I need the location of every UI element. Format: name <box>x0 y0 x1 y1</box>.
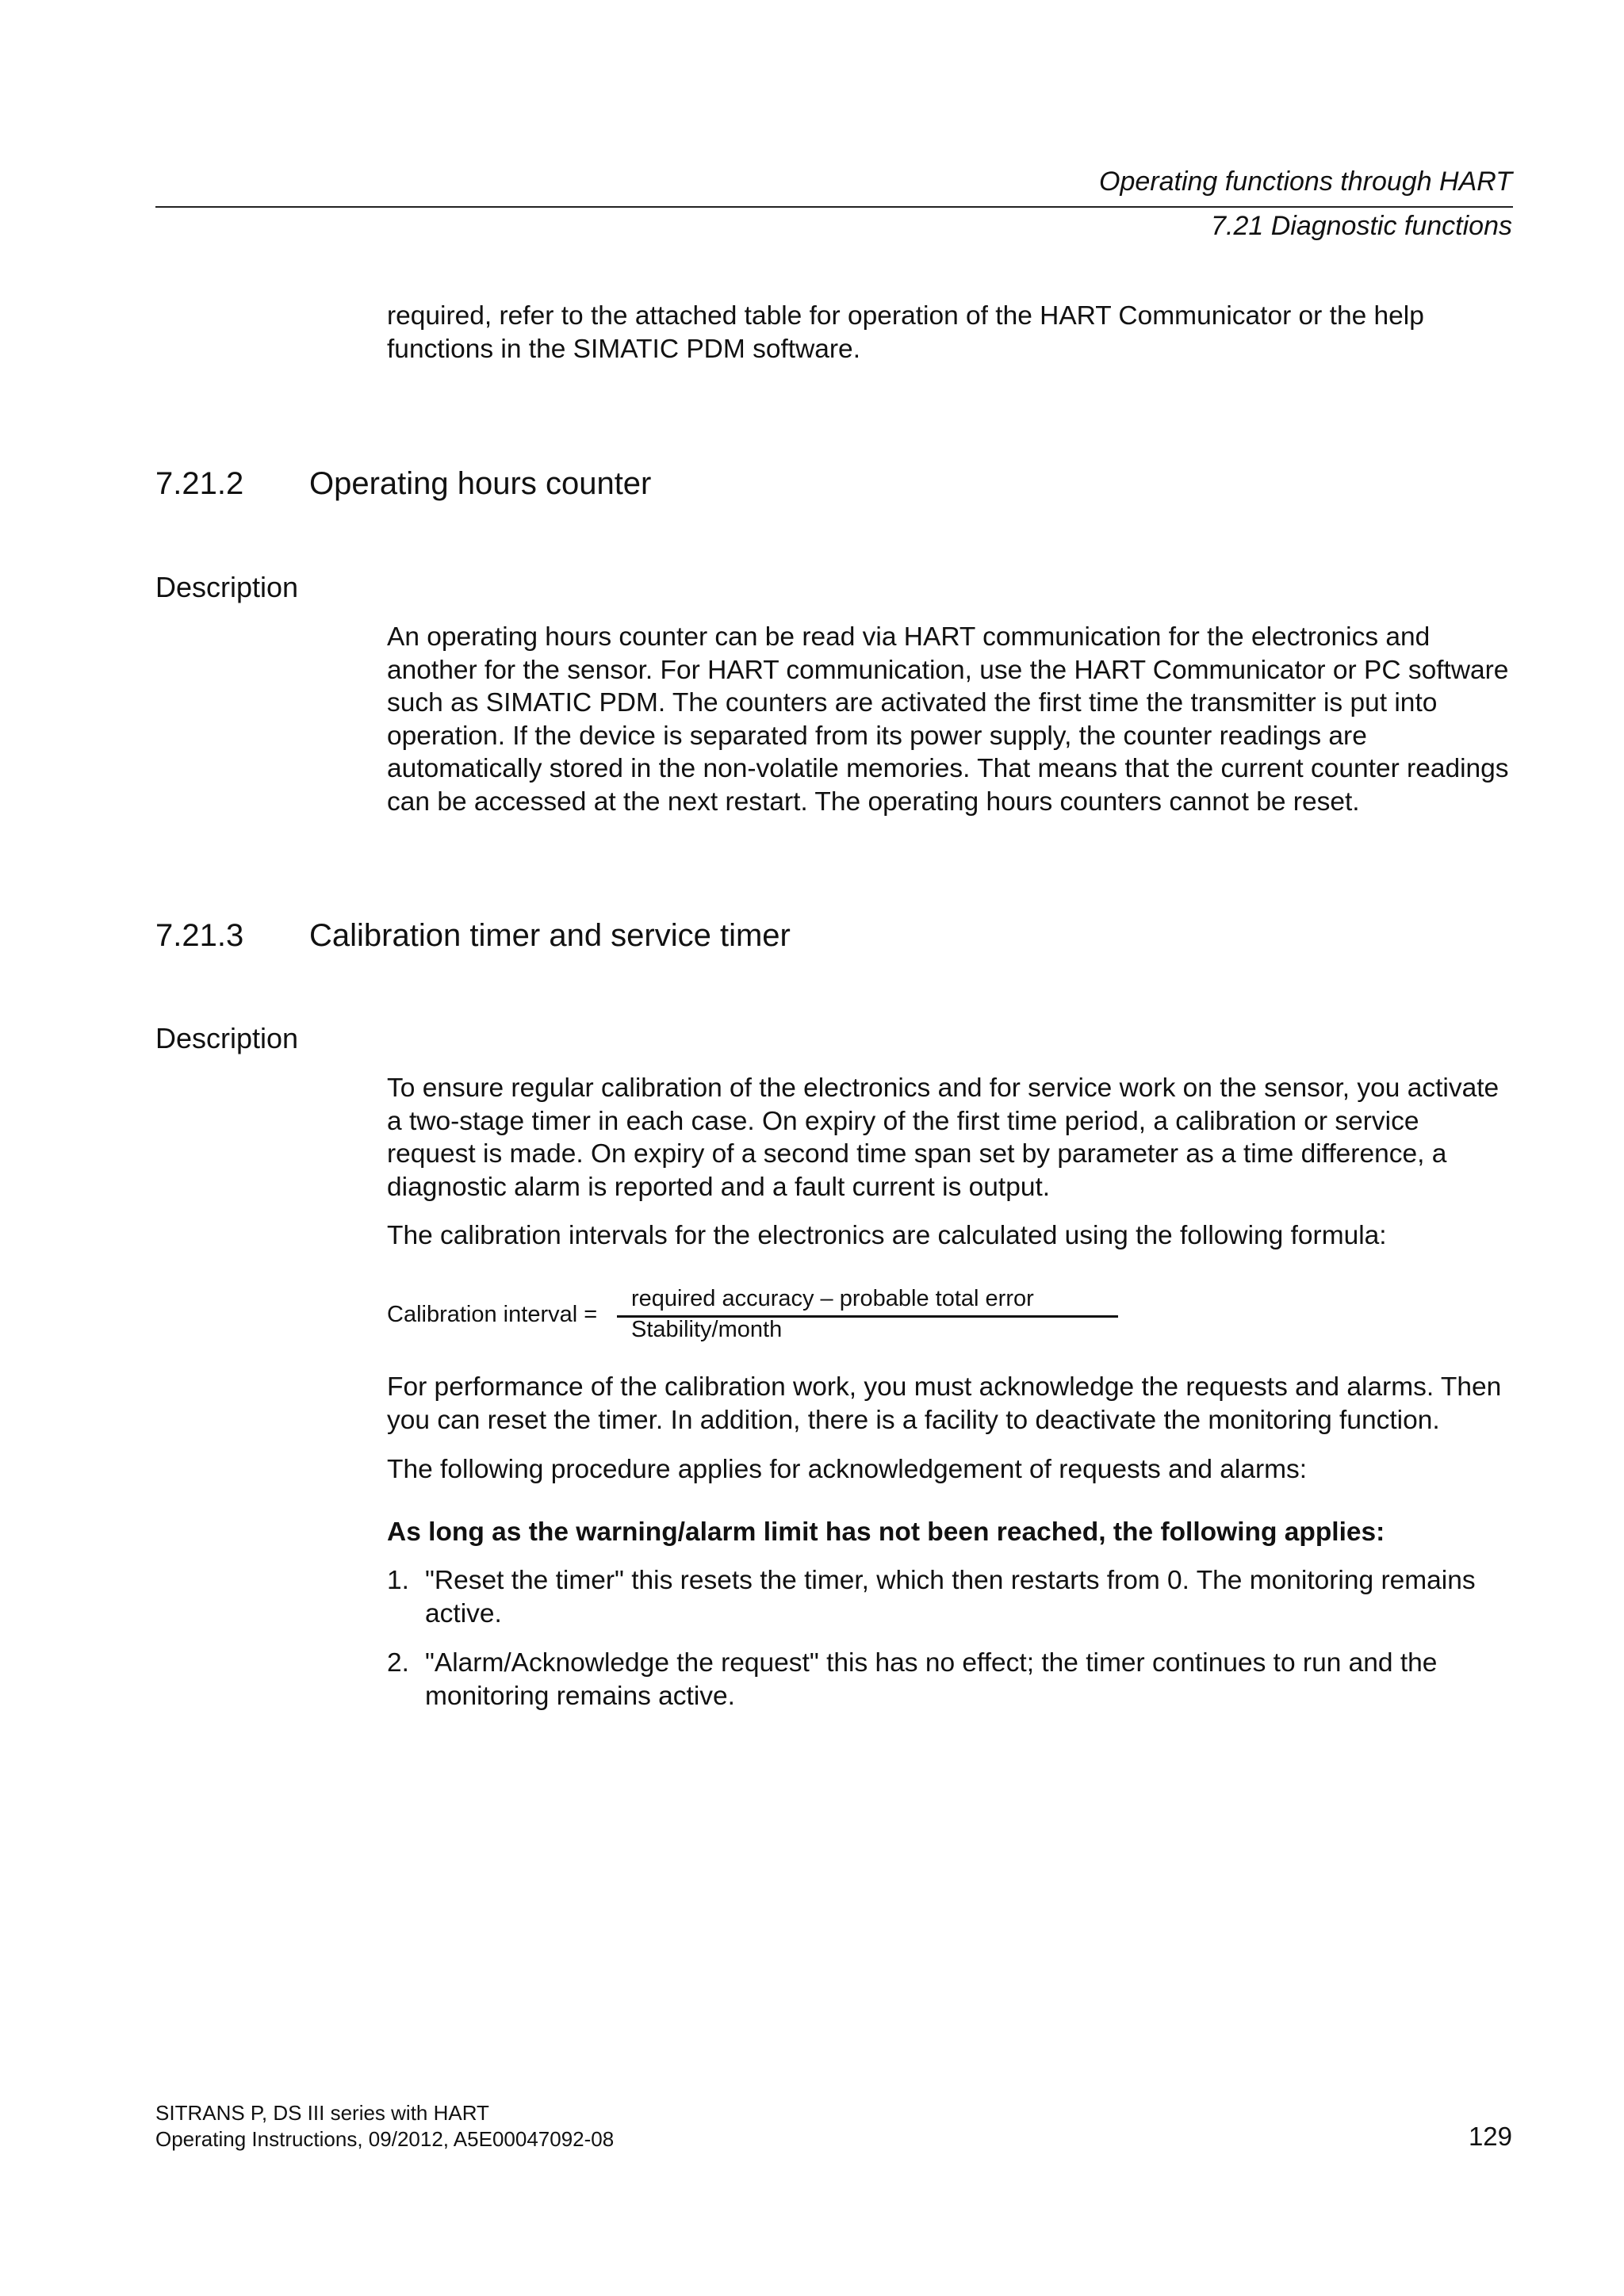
calibration-timer-paragraph: To ensure regular calibration of the electronics and for service work on the sensor, you activate a two-stage timer in each case. On expiry of the first time period, a calibration or service request is made. On expiry of a second time span set by parameter as a time difference, a diagnostic alarm is reported and a fault current is output. <box>387 1073 1500 1202</box>
formula-numerator: required accuracy – probable total error <box>631 1286 1034 1311</box>
footer-document-info: Operating Instructions, 09/2012, A5E00047092-08 <box>155 2127 615 2151</box>
section-heading-7-21-2 <box>155 466 651 502</box>
formula-intro-paragraph: The calibration intervals for the electronics are calculated using the following formula: <box>387 1221 1387 1250</box>
page-number: 129 <box>1468 2122 1512 2151</box>
section-heading-7-21-3 <box>155 918 791 954</box>
list-text: "Reset the timer" this resets the timer, which then restarts from 0. The monitoring remains active. <box>425 1566 1476 1628</box>
operating-hours-paragraph: An operating hours counter can be read via HART communication for the electronics and another for the sensor. For HART communication, use the HART Communicator or PC software such as SIMATIC PDM. The counters are activated the first time the transmitter is put into operation. If the device is separated from its power supply, the counter readings are automatically stored in the non-volatile memories. That means that the current counter readings can be accessed at the next restart. The operating hours counters cannot be reset. <box>387 622 1509 817</box>
section-number: 7.21.3 <box>155 918 244 953</box>
formula-label: Calibration interval = <box>387 1302 598 1327</box>
list-number: 1. <box>387 1566 409 1595</box>
list-number: 2. <box>387 1648 409 1678</box>
description-subheading: Description <box>155 571 299 603</box>
description-subheading: Description <box>155 1022 299 1054</box>
list-item <box>387 1564 1513 1630</box>
running-header-chapter: Operating functions through HART <box>1099 166 1512 197</box>
intro-paragraph: required, refer to the attached table for operation of the HART Communicator or the help functions in the SIMATIC PDM software. <box>387 301 1424 364</box>
bold-lead-in: As long as the warning/alarm limit has not been reached, the following applies: <box>387 1517 1385 1547</box>
list-item <box>387 1647 1513 1712</box>
section-number: 7.21.2 <box>155 466 244 501</box>
list-text: "Alarm/Acknowledge the request" this has no effect; the timer continues to run and the monitoring remains active. <box>425 1648 1438 1711</box>
section-title: Calibration timer and service timer <box>309 918 791 953</box>
procedure-paragraph: The following procedure applies for acknowledgement of requests and alarms: <box>387 1455 1308 1484</box>
section-title: Operating hours counter <box>309 466 652 501</box>
acknowledge-paragraph: For performance of the calibration work, you must acknowledge the requests and alarms. Then you can reset the timer. In addition, there is a facility to deactivate the monitoring function. <box>387 1372 1502 1435</box>
header-rule <box>155 206 1513 208</box>
footer-product: SITRANS P, DS III series with HART <box>155 2101 489 2125</box>
formula-denominator: Stability/month <box>631 1317 783 1342</box>
running-header-section: 7.21 Diagnostic functions <box>1211 211 1512 241</box>
